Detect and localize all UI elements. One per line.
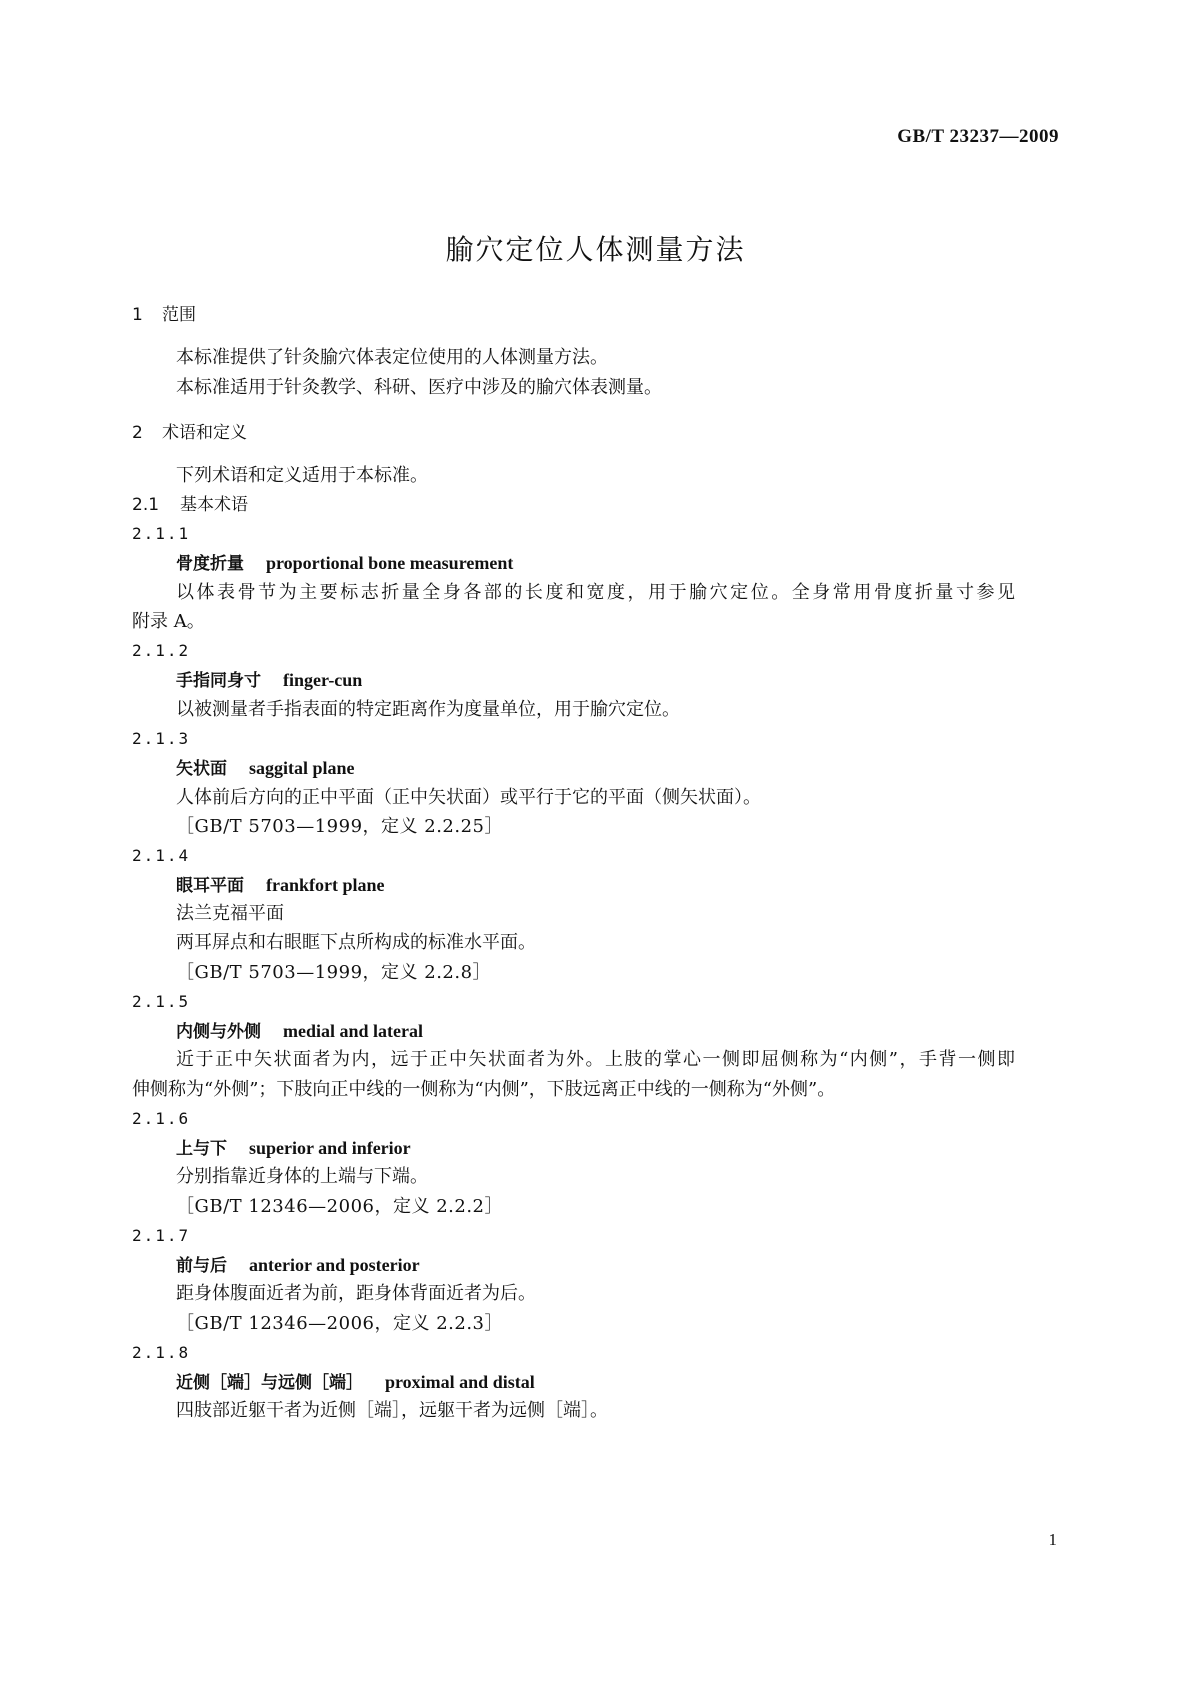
term-english: finger-cun: [283, 670, 363, 690]
term-entry: [176, 1020, 423, 1043]
clause-number: 2.1.4: [132, 846, 191, 865]
term-definition: 近于正中矢状面者为内，远于正中矢状面者为外。上肢的掌心一侧即屈侧称为“内侧”，手背一侧即: [176, 1049, 1015, 1070]
clause-number: 2.1.5: [132, 992, 191, 1011]
term-definition: 以被测量者手指表面的特定距离作为度量单位，用于腧穴定位。: [176, 699, 680, 720]
term-definition: 人体前后方向的正中平面（正中矢状面）或平行于它的平面（侧矢状面）。: [176, 787, 761, 808]
term-chinese: 上与下: [176, 1139, 227, 1159]
paragraph: 本标准提供了针灸腧穴体表定位使用的人体测量方法。: [176, 347, 608, 368]
term-chinese: 内侧与外侧: [176, 1022, 261, 1042]
term-chinese: 矢状面: [176, 759, 227, 779]
term-entry: [176, 669, 362, 692]
term-chinese: 近侧［端］与远侧［端］: [176, 1373, 363, 1393]
term-chinese: 前与后: [176, 1256, 227, 1276]
term-definition: 四肢部近躯干者为近侧［端］，远躯干者为远侧［端］。: [176, 1400, 608, 1421]
paragraph: 本标准适用于针灸教学、科研、医疗中涉及的腧穴体表测量。: [176, 377, 662, 398]
clause-number: 2.1.8: [132, 1343, 191, 1362]
term-english: superior and inferior: [249, 1138, 411, 1158]
clause-number: 2.1.2: [132, 641, 191, 660]
term-chinese: 手指同身寸: [176, 671, 261, 691]
subsection-heading: [132, 494, 248, 516]
term-english: saggital plane: [249, 758, 355, 778]
section-heading-scope: [132, 304, 196, 326]
clause-number: 2.1.6: [132, 1109, 191, 1128]
term-entry: [176, 757, 355, 780]
section-number: 1: [132, 305, 143, 325]
term-synonym: 法兰克福平面: [176, 903, 284, 924]
term-english: anterior and posterior: [249, 1255, 420, 1275]
term-entry: [176, 1371, 535, 1394]
term-reference: ［GB/T 12346—2006，定义 2.2.3］: [176, 1313, 503, 1334]
term-definition: 两耳屏点和右眼眶下点所构成的标准水平面。: [176, 932, 536, 953]
document-title: 腧穴定位人体测量方法: [445, 233, 746, 266]
term-definition: 以体表骨节为主要标志折量全身各部的长度和宽度，用于腧穴定位。全身常用骨度折量寸参见: [176, 582, 1015, 603]
term-english: proximal and distal: [385, 1372, 535, 1392]
term-entry: [176, 1137, 411, 1160]
term-english: frankfort plane: [266, 875, 385, 895]
clause-number: 2.1.7: [132, 1226, 191, 1245]
term-english: proportional bone measurement: [266, 553, 514, 573]
term-english: medial and lateral: [283, 1021, 423, 1041]
term-reference: ［GB/T 5703—1999，定义 2.2.8］: [176, 962, 492, 983]
section-heading-terms: [132, 422, 247, 444]
term-definition-cont: 附录 A。: [132, 611, 205, 632]
standard-number: GB/T 23237—2009: [897, 126, 1059, 147]
subsection-title: 基本术语: [180, 495, 248, 515]
term-entry: [176, 1254, 420, 1277]
term-entry: [176, 874, 385, 897]
term-definition: 分别指靠近身体的上端与下端。: [176, 1166, 428, 1187]
term-chinese: 眼耳平面: [176, 876, 244, 896]
clause-number: 2.1.3: [132, 729, 191, 748]
term-reference: ［GB/T 12346—2006，定义 2.2.2］: [176, 1196, 503, 1217]
clause-number: 2.1.1: [132, 524, 191, 543]
term-definition: 距身体腹面近者为前，距身体背面近者为后。: [176, 1283, 536, 1304]
section-title: 范围: [162, 305, 196, 325]
term-reference: ［GB/T 5703—1999，定义 2.2.25］: [176, 816, 503, 837]
term-entry: [176, 552, 513, 575]
subsection-number: 2.1: [132, 495, 160, 515]
term-definition-cont: 伸侧称为“外侧”；下肢向正中线的一侧称为“内侧”，下肢远离正中线的一侧称为“外侧”。: [132, 1079, 836, 1100]
term-chinese: 骨度折量: [176, 554, 244, 574]
section-number: 2: [132, 423, 143, 443]
paragraph: 下列术语和定义适用于本标准。: [176, 465, 428, 486]
page-number: 1: [1048, 1530, 1057, 1549]
section-title: 术语和定义: [162, 423, 247, 443]
